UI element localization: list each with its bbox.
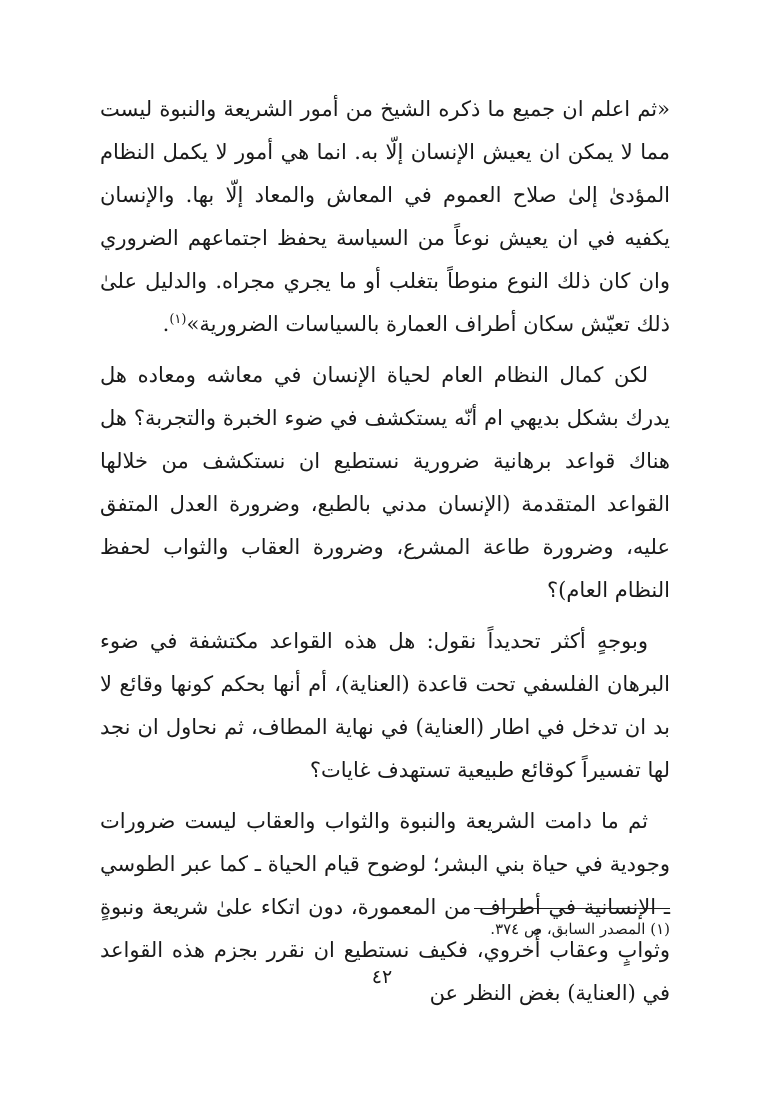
footnote-1 — [490, 918, 670, 940]
footnote-text: المصدر السابق، ص ٣٧٤. — [490, 920, 646, 938]
paragraph-3: وبوجهٍ أكثر تحديداً نقول: هل هذه القواعد مكتشفة في ضوء البرهان الفلسفي تحت قاعدة (العناية)، أم أنها بحكم كونها وقائع لا بد ان تدخل في اطار (العناية) في نهاية المطاف، ثم نحاول ان نجد لها تفسيراً كوقائع طبيعية تستهدف غايات؟ — [100, 629, 670, 782]
paragraph-2: لكن كمال النظام العام لحياة الإنسان في معاشه ومعاده هل يدرك بشكل بديهي ام أنّه يستكشف في ضوء الخبرة والتجربة؟ هل هناك قواعد برهانية ضرورية نستطيع ان نستكشف من خلالها القواعد المتقدمة (الإنسان مدني بالطبع، وضرورة العدل المتفق عليه، وضرورة طاعة المشرع، وضرورة العقاب والثواب لحفظ النظام العام)؟ — [100, 363, 670, 602]
paragraph-1-tail: . — [162, 312, 170, 336]
page-number: ٤٢ — [371, 966, 393, 988]
footnote-divider — [474, 908, 670, 909]
paragraph-1-text: «ثم اعلم ان جميع ما ذكره الشيخ من أمور الشريعة والنبوة ليست مما لا يمكن ان يعيش الإنسان إلّا به. انما هي أمور لا يكمل النظام المؤدىٰ إلىٰ صلاح العموم في المعاش والمعاد إلّا بها. والإنسان يكفيه في ان يعيش نوعاً من السياسة يحفظ اجتماعهم الضروري وان كان ذلك النوع منوطاً بتغلب أو ما يجري مجراه. والدليل علىٰ ذلك تعيّش سكان أطراف العمارة بالسياسات الضرورية» — [100, 97, 671, 336]
page-body — [100, 88, 670, 1021]
footnote-reference[interactable]: (١) — [169, 312, 187, 327]
footnote-marker: (١) — [650, 920, 670, 938]
paragraph-1 — [100, 88, 670, 346]
paragraph-4: ثم ما دامت الشريعة والنبوة والثواب والعقاب ليست ضرورات وجودية في حياة بني البشر؛ لوضوح قيام الحياة ـ كما عبر الطوسي ـ الإنسانية في أطراف من المعمورة، دون اتكاء علىٰ شريعة ونبوةٍ وثوابٍ وعقاب أُخروي، فكيف نستطيع ان نقرر بجزم هذه القواعد في (العناية) بغض النظر عن — [100, 809, 670, 1005]
